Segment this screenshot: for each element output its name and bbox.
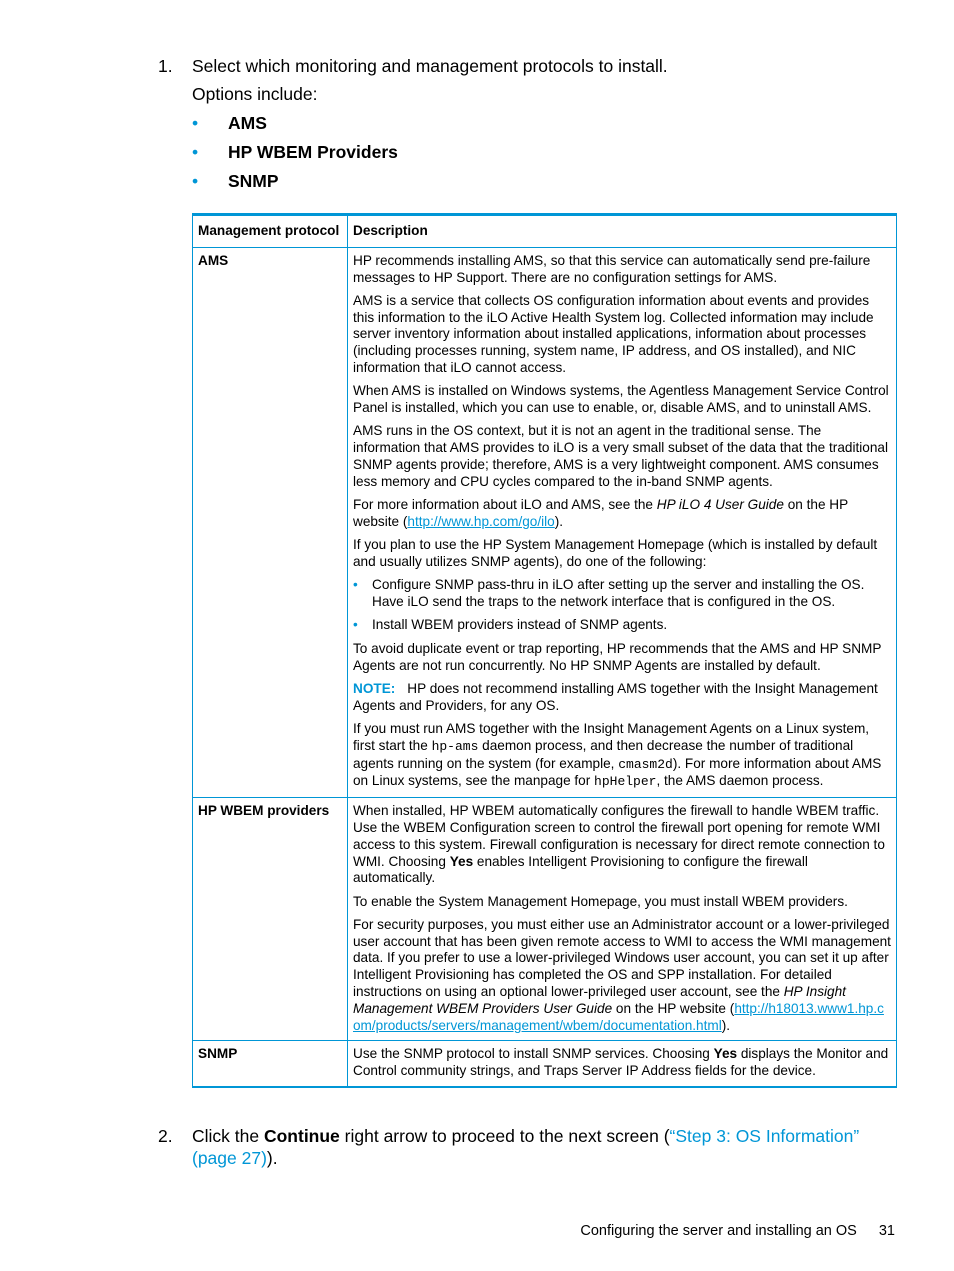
column-header: Description	[348, 215, 897, 248]
protocol-name: SNMP	[193, 1041, 348, 1087]
step-number: 1.	[158, 56, 173, 76]
list-item: • SNMP	[192, 171, 279, 191]
bullet-icon: •	[192, 142, 199, 162]
ilo-link[interactable]: http://www.hp.com/go/ilo	[407, 513, 555, 529]
note-label: NOTE:	[353, 680, 396, 696]
step3-xref-link[interactable]: “Step 3: OS Information” (page 27)	[192, 1126, 860, 1168]
protocol-name: AMS	[193, 247, 348, 797]
protocol-description: When installed, HP WBEM automatically configures the firewall to handle WBEM traffic. Use the WBEM Configuration screen to control the firewall port opening for remote WMI access to this system. Firewall configuration is necessary for direct remote connection to WMI. Choosing Yes enables Intelligent Provisioning to configure the firewall automatically. To enable the System Management Homepage, you must install WBEM providers. For security purposes, you must either use an Administrator account or a lower-privileged user account that has been given remote access to WMI to access the WMI management data. If you prefer to use a lower-privileged Windows user account, you can set it up after Intelligent Provisioning has completed the OS and SPP installation. For detailed instructions on using an optional lower-privileged user account, see the HP Insight Management WBEM Providers User Guide on the HP website (http://h18013.www1.hp.com/products/servers/management/wbem/documentation.html).	[348, 798, 897, 1041]
list-item: • HP WBEM Providers	[192, 142, 398, 162]
bullet-icon: •	[192, 171, 199, 191]
column-header: Management protocol	[193, 215, 348, 248]
table-row	[193, 247, 897, 797]
code: hpHelper	[594, 774, 657, 790]
step-text: Select which monitoring and management protocols to install.	[192, 56, 668, 76]
bullet-icon: •	[192, 113, 199, 133]
bullet-icon: •	[353, 617, 358, 633]
table-row	[193, 1041, 897, 1087]
footer-section-title: Configuring the server and installing an OS	[580, 1223, 857, 1239]
protocol-table	[192, 213, 897, 1088]
guide-title: HP Insight Management WBEM Providers User Guide	[353, 984, 846, 1016]
table-header-row	[193, 215, 897, 248]
protocol-description: Use the SNMP protocol to install SNMP services. Choosing Yes displays the Monitor and Control community strings, and Traps Server IP Address fields for the device.	[348, 1041, 897, 1087]
protocol-name: HP WBEM providers	[193, 798, 348, 1041]
options-list	[192, 112, 398, 199]
page-footer	[580, 1222, 895, 1240]
options-intro: Options include:	[192, 84, 318, 104]
list-item: • AMS	[192, 113, 267, 133]
guide-title: HP iLO 4 User Guide	[656, 497, 784, 513]
continue-label: Continue	[263, 1126, 340, 1146]
code: cmasm2d	[618, 756, 673, 772]
bullet-icon: •	[353, 577, 358, 593]
note: NOTE: HP does not recommend installing AMS together with the Insight Management Agents and Providers, for any OS.	[353, 680, 878, 713]
options-bullets	[353, 577, 891, 634]
page-number: 31	[878, 1223, 895, 1239]
wbem-docs-link[interactable]: http://h18013.www1.hp.com/products/servers/management/wbem/documentation.html	[353, 1000, 884, 1033]
step-number: 2.	[158, 1126, 173, 1146]
table-row	[193, 798, 897, 1041]
list-item: • Configure SNMP pass-thru in iLO after setting up the server and installing the OS. Have iLO send the traps to the network interface that is configured in the OS.	[353, 577, 865, 610]
protocol-description: HP recommends installing AMS, so that this service can automatically send pre-failure messages to HP Support. There are no configuration settings for AMS. AMS is a service that collects OS configuration information about events and provides this information to the iLO Active Health System log. Collected information may include server inventory information about installed applications, information about processes (including processes running, system name, IP address, and OS installed), and NIC information that iLO cannot access. When AMS is installed on Windows systems, the Agentless Management Service Control Panel is installed, which you can use to enable, or, disable AMS, and to uninstall AMS. AMS runs in the OS context, but it is not an agent in the traditional sense. The information that AMS provides to iLO is a very small subset of the data that the traditional SNMP agents provide; therefore, AMS is a very lightweight component. AMS consumes less memory and CPU cycles compared to the in-band SNMP agents. For more information about iLO and AMS, see the HP iLO 4 User Guide on the HP website (http://www.hp.com/go/ilo). If you plan to use the HP System Management Homepage (which is installed by default and usually utilizes SNMP agents), do one of the following: • Configure SNMP pass-thru in iLO after setting up the server and installing the OS. Have iLO send the traps to the network interface that is configured in the OS. • Install WBEM providers instead of SNMP agents. To avoid duplicate event or trap reporting, HP recommends that the AMS and HP SNMP Agents are not run concurrently. No HP SNMP Agents are installed by default. NOTE: HP does not recommend installing AMS together with the Insight Management Agents and Providers, for any OS. If you must run AMS together with the Insight Management Agents on a Linux system, first start the hp-ams daemon process, and then decrease the number of traditional agents running on the system (for example, cmasm2d). For more information about AMS on Linux systems, see the manpage for hpHelper, the AMS daemon process.	[348, 247, 897, 797]
list-item: • Install WBEM providers instead of SNMP agents.	[353, 617, 668, 633]
step-text: Click the Continue right arrow to proceed to the next screen (“Step 3: OS Information” (page 27)).	[192, 1126, 860, 1168]
code: hp-ams	[431, 738, 479, 754]
